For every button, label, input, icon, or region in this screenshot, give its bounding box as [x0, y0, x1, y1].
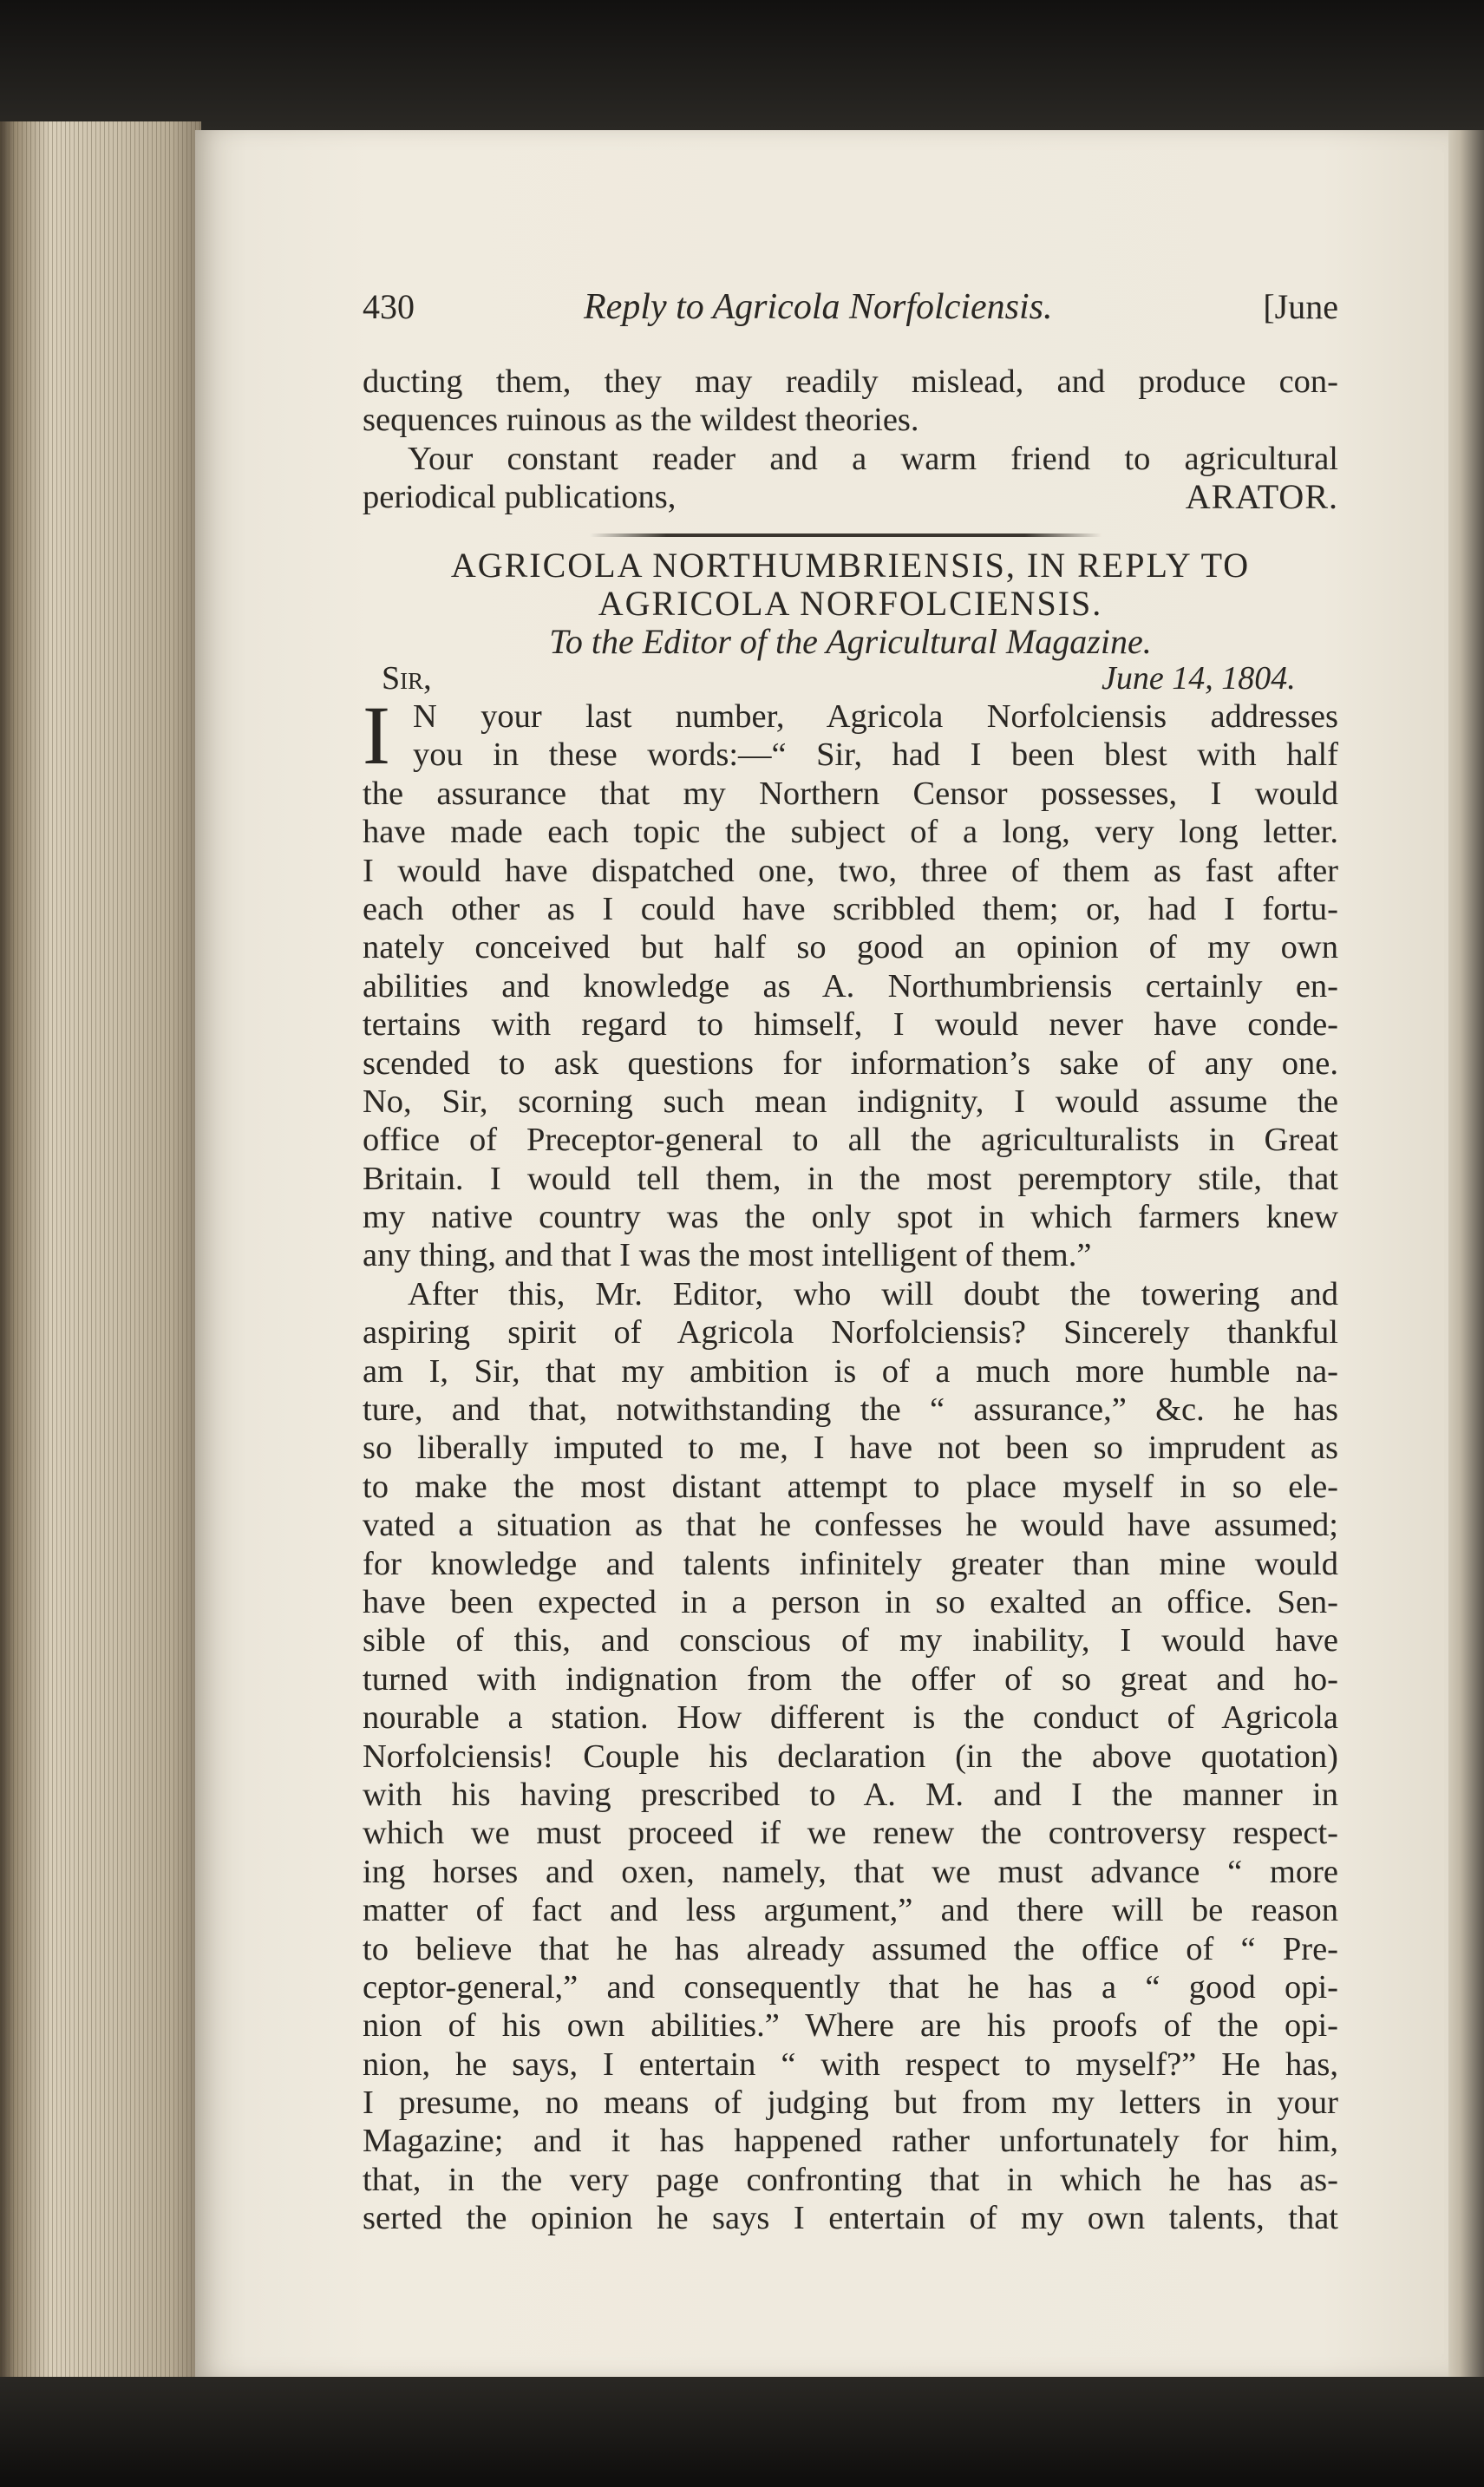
text-line: am I, Sir, that my ambition is of a much more humble na- — [363, 1352, 1338, 1390]
page-number: 430 — [363, 287, 415, 326]
text-line: periodical publications, — [363, 479, 677, 516]
article-heading-1: AGRICOLA NORTHUMBRIENSIS, IN REPLY TO — [450, 546, 1251, 585]
text-line: No, Sir, scorning such mean indignity, I would assume the — [363, 1083, 1338, 1120]
text-line: the assurance that my Northern Censor possesses, I would — [363, 775, 1338, 812]
text-line: my native country was the only spot in which farmers knew — [363, 1199, 1338, 1236]
text-line: nion, he says, I entertain “ with respect to myself?” He has, — [363, 2045, 1338, 2083]
text-line: scended to ask questions for information’s sake of any one. — [363, 1044, 1338, 1082]
text-line: any thing, and that I was the most intelligent of them.” — [363, 1237, 1092, 1274]
text-line: which we must proceed if we renew the controversy respect- — [363, 1815, 1338, 1852]
text-line: After this, Mr. Editor, who will doubt the towering and — [408, 1275, 1338, 1312]
book-page-edges — [0, 121, 201, 2377]
text-line: that, in the very page confronting that in which he has as- — [363, 2161, 1338, 2198]
text-line: I presume, no means of judging but from my letters in your — [363, 2084, 1338, 2122]
background-bottom — [0, 2377, 1484, 2487]
text-line: ducting them, they may readily mislead, and produce con- — [363, 363, 1338, 400]
text-line: Your constant reader and a warm friend to agricultural — [408, 440, 1338, 477]
signature: ARATOR. — [1185, 477, 1338, 517]
text-line: sible of this, and conscious of my inability, I would have — [363, 1622, 1338, 1659]
text-line: nion of his own abilities.” Where are his proofs of the opi- — [363, 2007, 1338, 2045]
text-line: serted the opinion he says I entertain of my own talents, that — [363, 2200, 1338, 2237]
text-line: aspiring spirit of Agricola Norfolciensis? Sincerely thankful — [363, 1314, 1338, 1351]
text-line: to believe that he has already assumed the office of “ Pre- — [363, 1930, 1338, 1967]
text-line: nately conceived but half so good an opinion of my own — [363, 929, 1338, 966]
text-line: for knowledge and talents infinitely greater than mine would — [363, 1545, 1338, 1582]
text-line: N your last number, Agricola Norfolciensis addresses — [413, 698, 1338, 735]
text-line: with his having prescribed to A. M. and I the manner in — [363, 1776, 1338, 1813]
article-body — [363, 689, 1338, 2238]
background-top — [0, 0, 1484, 130]
text-line: I would have dispatched one, two, three of them as fast after — [363, 852, 1338, 889]
article-heading-2: AGRICOLA NORFOLCIENSIS. — [598, 584, 1103, 623]
text-line: abilities and knowledge as A. Northumbriensis certainly en- — [363, 967, 1338, 1005]
text-line: vated a situation as that he confesses he would have assumed; — [363, 1507, 1338, 1544]
text-line: tertains with regard to himself, I would never have conde- — [363, 1006, 1338, 1044]
text-line: have been expected in a person in so exalted an office. Sen- — [363, 1583, 1338, 1620]
letter-date: June 14, 1804. — [1102, 660, 1296, 697]
running-head — [363, 286, 1338, 338]
to-editor-line: To the Editor of the Agricultural Magazine. — [549, 622, 1152, 661]
text-line: turned with indignation from the offer of so great and ho- — [363, 1660, 1338, 1698]
text-line: office of Preceptor-general to all the agriculturalists in Great — [363, 1122, 1338, 1159]
text-line: Magazine; and it has happened rather unfortunately for him, — [363, 2123, 1338, 2160]
text-line: have made each topic the subject of a long, very long letter. — [363, 814, 1338, 851]
text-line: ceptor-general,” and consequently that he has a “ good opi- — [363, 1968, 1338, 2006]
text-line: ing horses and oxen, namely, that we must advance “ more — [363, 1853, 1338, 1890]
section-rule — [590, 533, 1102, 537]
text-line: ture, and that, notwithstanding the “ assurance,” &c. he has — [363, 1391, 1338, 1429]
text-line: matter of fact and less argument,” and there will be reason — [363, 1892, 1338, 1929]
text-line-with-signature — [363, 478, 1338, 516]
text-line: nourable a station. How different is the conduct of Agricola — [363, 1699, 1338, 1737]
text-line: Britain. I would tell them, in the most peremptory stile, that — [363, 1160, 1338, 1197]
book-right-edge — [1444, 130, 1484, 2377]
closing-text — [363, 363, 1338, 517]
text-line: you in these words:—“ Sir, had I been blest with half — [413, 736, 1338, 774]
running-month: [June — [1263, 287, 1338, 326]
salutation: Sir, — [382, 660, 432, 697]
text-line: to make the most distant attempt to place myself in so ele- — [363, 1468, 1338, 1505]
text-line: each other as I could have scribbled them; or, had I fortu- — [363, 890, 1338, 927]
text-line: so liberally imputed to me, I have not been so imprudent as — [363, 1430, 1338, 1467]
text-line: Norfolciensis! Couple his declaration (in the above quotation) — [363, 1738, 1338, 1775]
text-line: sequences ruinous as the wildest theories. — [363, 402, 919, 439]
drop-cap: I — [363, 689, 390, 782]
running-title: Reply to Agricola Norfolciensis. — [584, 287, 1053, 327]
